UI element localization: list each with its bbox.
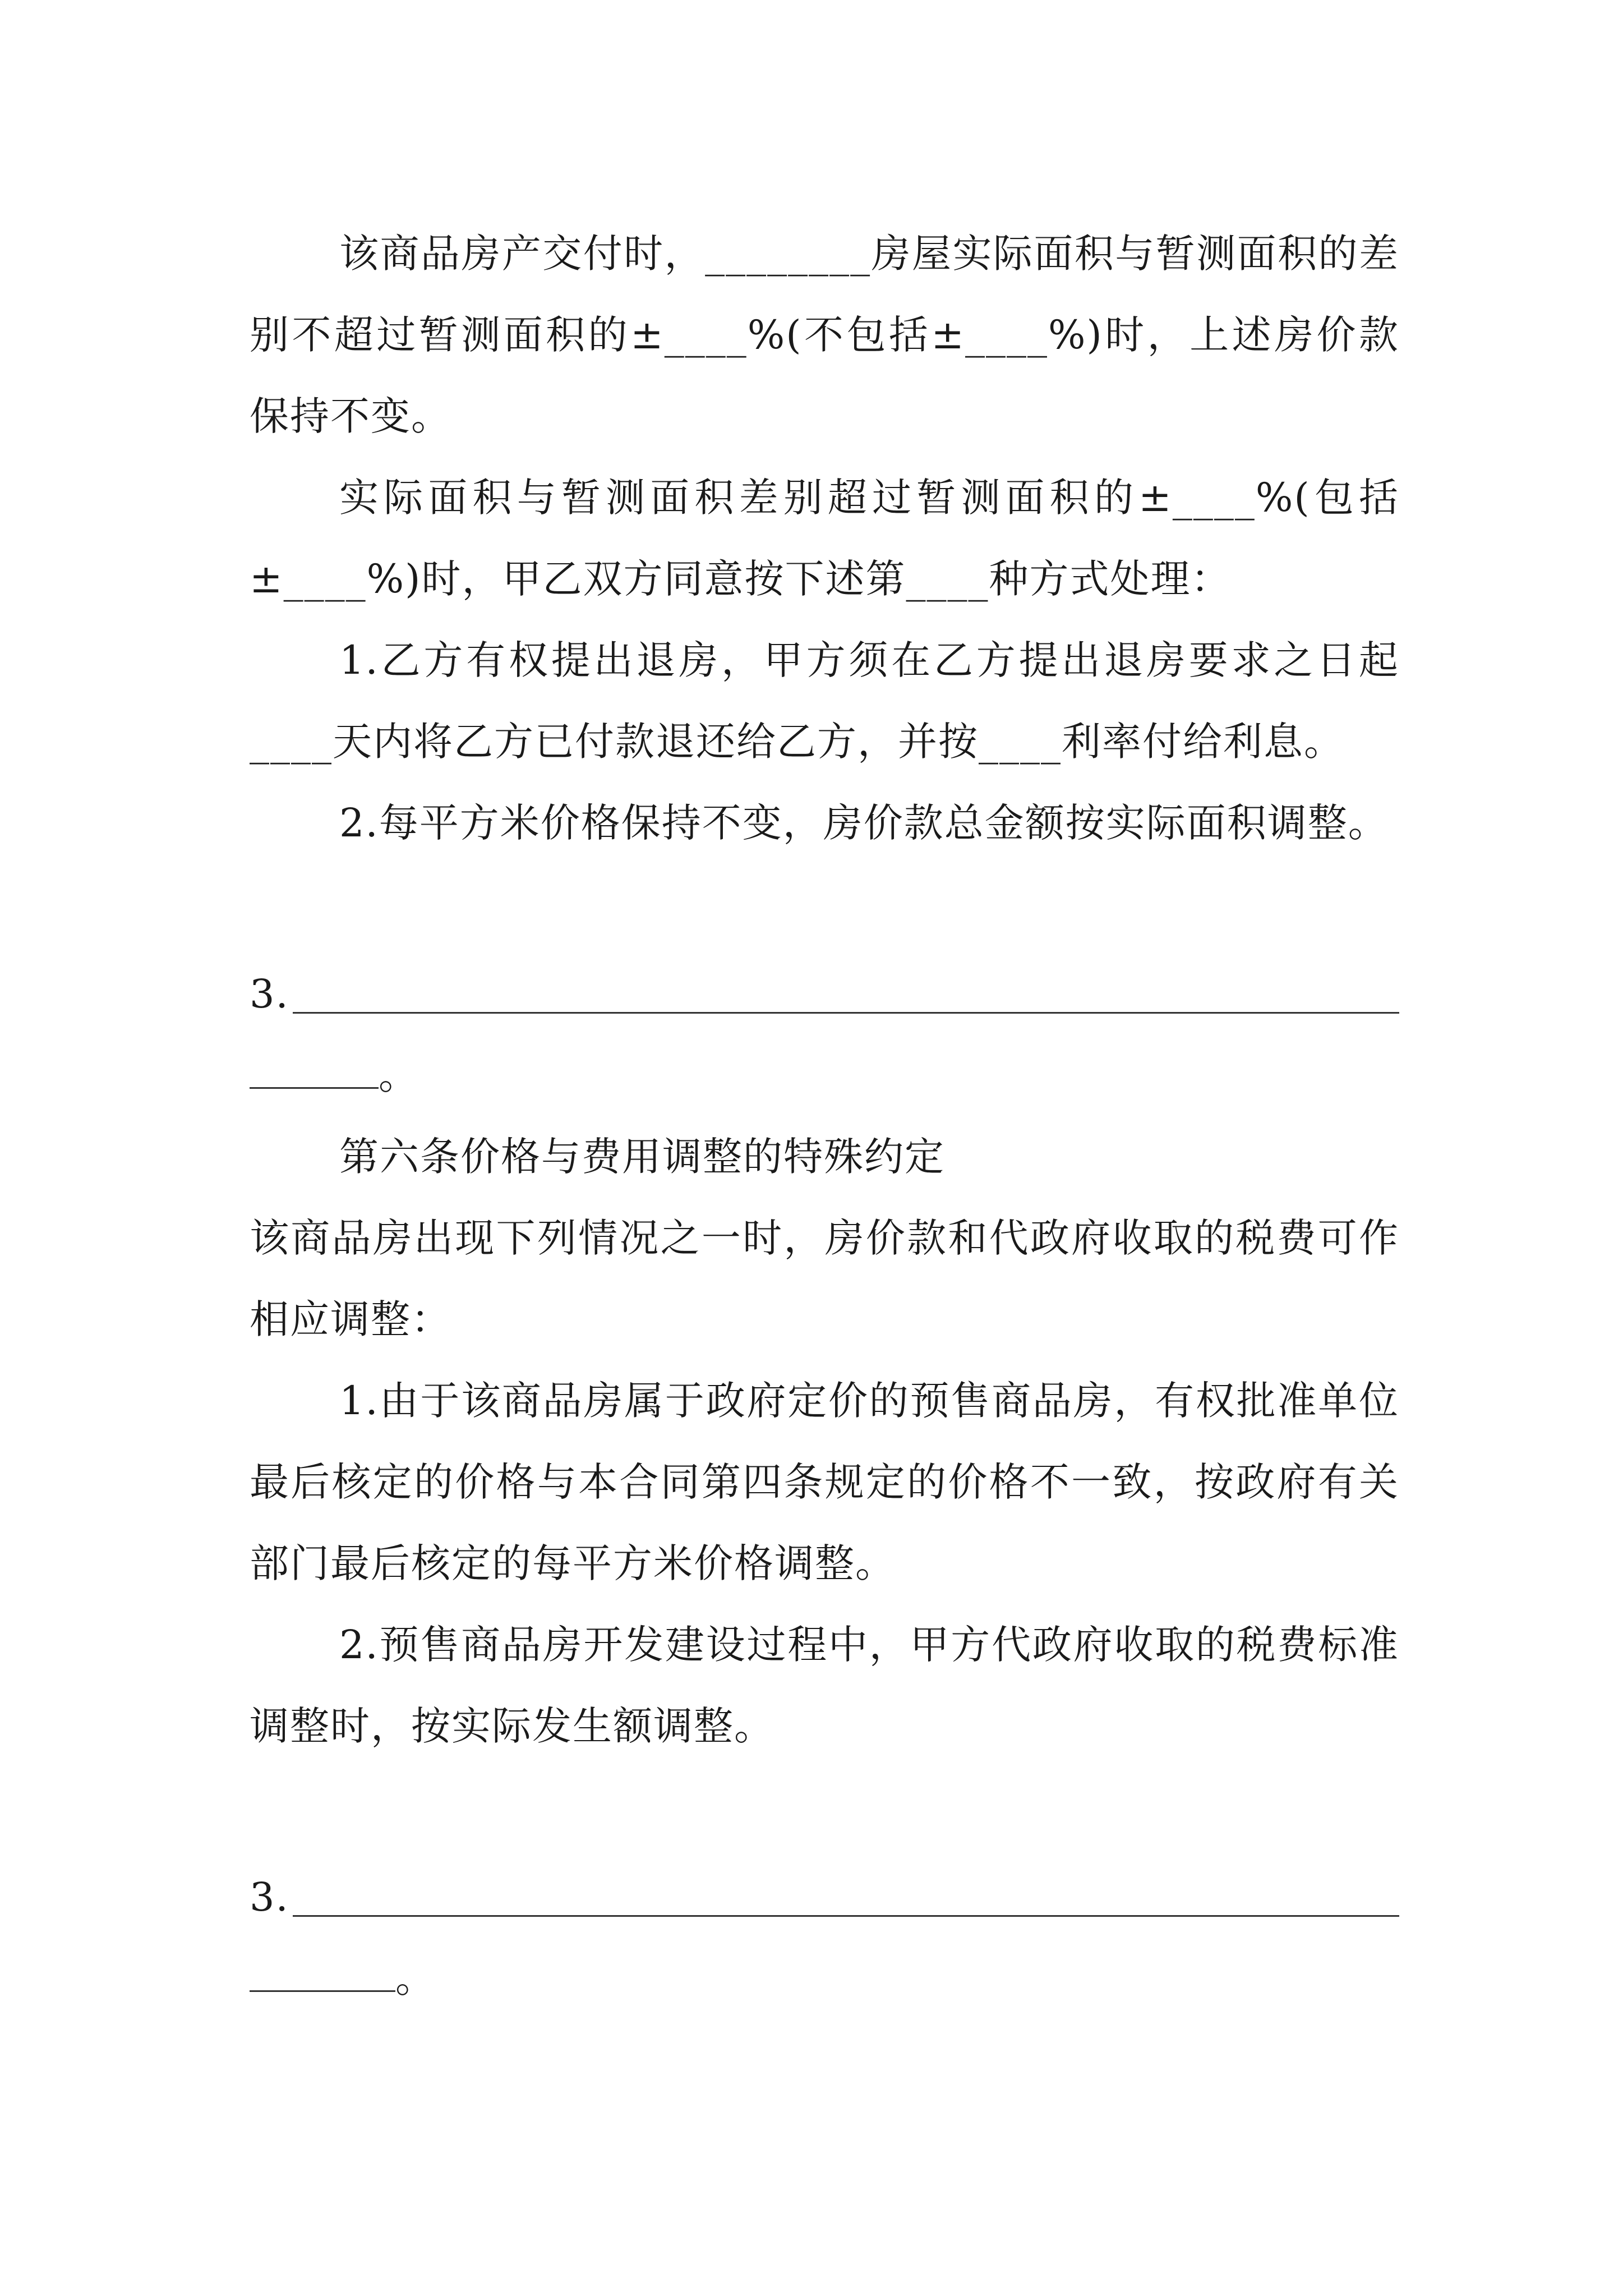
paragraph-excess-difference: 实际面积与暂测面积差别超过暂测面积的±____%(包括±____%)时，甲乙双方同意按下述第____种方式处理：: [250, 475, 1399, 602]
paragraph-option-3-blank: [250, 954, 1399, 1035]
option-3-number: 3.: [250, 971, 289, 1017]
article-6-heading: 第六条价格与费用调整的特殊约定: [339, 1134, 945, 1180]
paragraph-condition-3-continuation: [250, 1938, 1399, 2019]
document-page: [250, 213, 1399, 2019]
paragraph-condition-1: 1.由于该商品房属于政府定价的预售商品房，有权批准单位最后核定的价格与本合同第四条规定的价格不一致，按政府有关部门最后核定的每平方米价格调整。: [250, 1378, 1399, 1586]
paragraph-area-difference: 该商品房产交付时，________房屋实际面积与暂测面积的差别不超过暂测面积的±____%(不包括±____%)时，上述房价款保持不变。: [250, 231, 1399, 439]
condition-3-number: 3.: [250, 1874, 289, 1920]
paragraph-option-2-adjust: 2.每平方米价格保持不变，房价款总金额按实际面积调整。: [339, 800, 1389, 846]
paragraph-option-1-refund: 1.乙方有权提出退房，甲方须在乙方提出退房要求之日起____天内将乙方已付款退还给乙方，并按____利率付给利息。: [250, 637, 1399, 765]
paragraph-adjustment-conditions: 该商品房出现下列情况之一时，房价款和代政府收取的税费可作相应调整：: [250, 1215, 1399, 1342]
fill-in-line: [293, 1859, 1399, 1917]
condition-3-period: 。: [395, 1955, 436, 2001]
fill-in-line-short: [250, 1053, 379, 1089]
paragraph-condition-2: 2.预售商品房开发建设过程中，甲方代政府收取的税费标准调整时，按实际发生额调整。: [250, 1622, 1399, 1749]
paragraph-condition-3-blank: [250, 1857, 1399, 1938]
option-3-period: 。: [379, 1052, 419, 1098]
fill-in-line: [293, 956, 1399, 1014]
paragraph-option-3-continuation: [250, 1035, 1399, 1116]
fill-in-line-short: [250, 1957, 395, 1992]
